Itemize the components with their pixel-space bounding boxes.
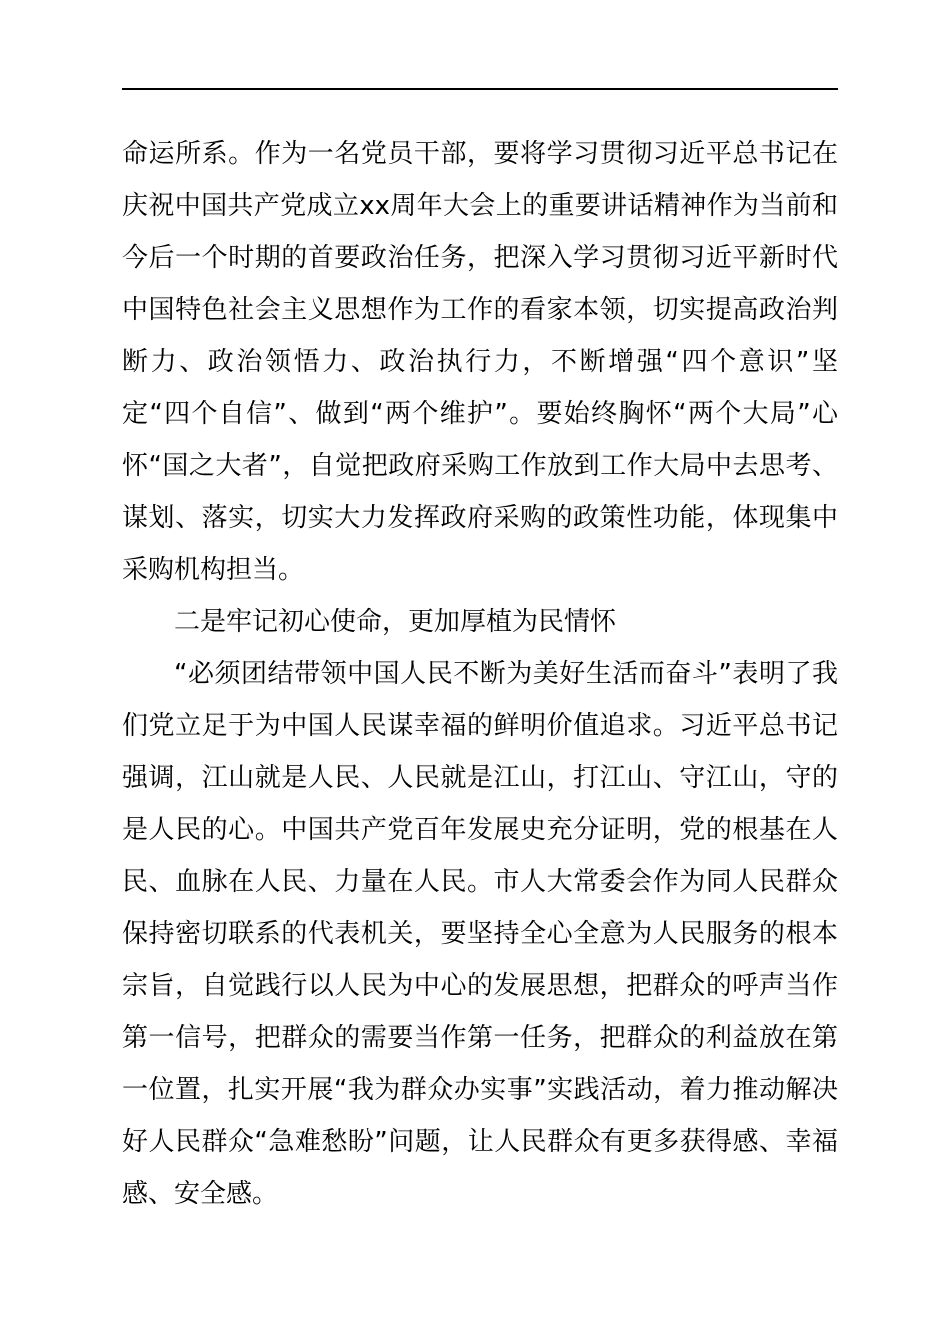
paragraph-continuation: 命运所系。作为一名党员干部，要将学习贯彻习近平总书记在庆祝中国共产党成立xx周年大会上的重要讲话精神作为当前和今后一个时期的首要政治任务，把深入学习贯彻习近平新时代中国特色社会主义思想作为工作的看家本领，切实提高政治判断力、政治领悟力、政治执行力，不断增强“四个意识”坚定“四个自信”、做到“两个维护”。要始终胸怀“两个大局”心怀“国之大者”，自觉把政府采购工作放到工作大局中去思考、谋划、落实，切实大力发挥政府采购的政策性功能，体现集中采购机构担当。 xyxy=(122,139,838,585)
section-heading: 二是牢记初心使命，更加厚植为民情怀 xyxy=(174,607,617,637)
document-body xyxy=(122,128,838,1220)
paragraph-people: “必须团结带领中国人民不断为美好生活而奋斗”表明了我们党立足于为中国人民谋幸福的鲜明价值追求。习近平总书记强调，江山就是人民、人民就是江山，打江山、守江山，守的是人民的心。中国共产党百年发展史充分证明，党的根基在人民、血脉在人民、力量在人民。市人大常委会作为同人民群众保持密切联系的代表机关，要坚持全心全意为人民服务的根本宗旨，自觉践行以人民为中心的发展思想，把群众的呼声当作第一信号，把群众的需要当作第一任务，把群众的利益放在第一位置，扎实开展“我为群众办实事”实践活动，着力推动解决好人民群众“急难愁盼”问题，让人民群众有更多获得感、幸福感、安全感。 xyxy=(122,659,838,1209)
header-rule xyxy=(122,88,838,90)
